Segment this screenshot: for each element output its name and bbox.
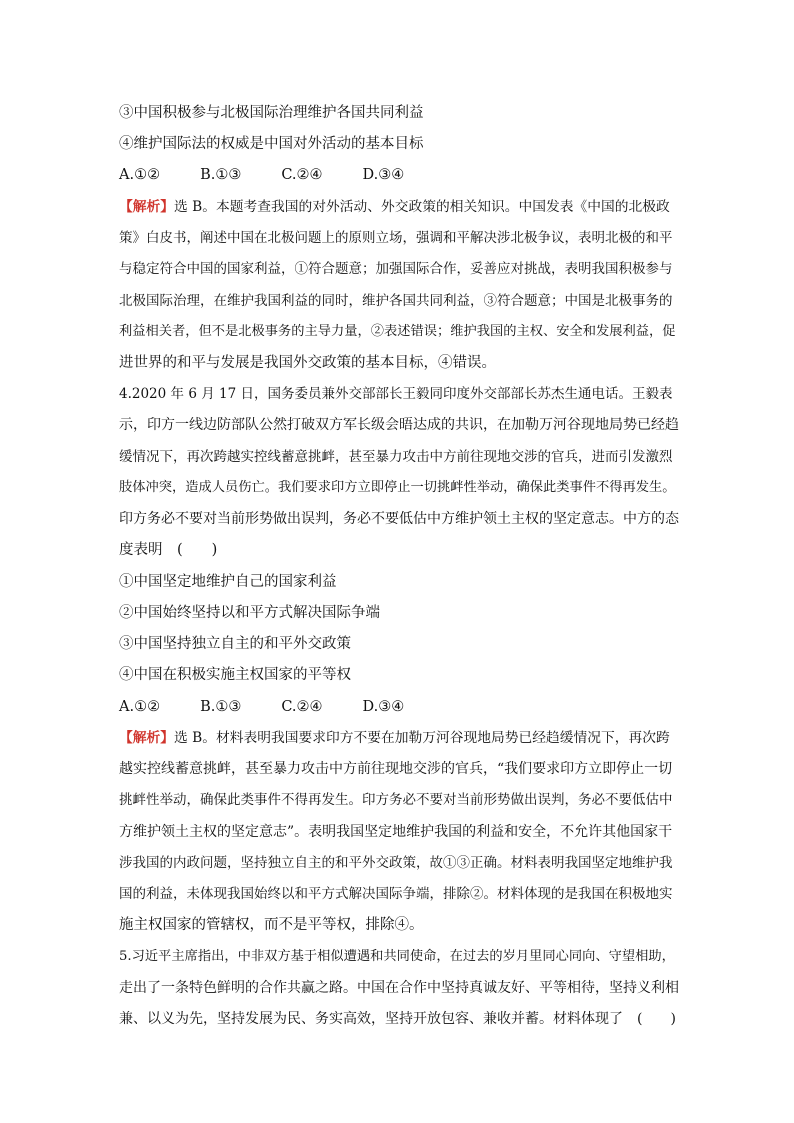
q3-options xyxy=(119,166,404,184)
q4-analysis-line-5: 涉我国的内政问题，坚持独立自主的和平外交政策，故①③正确。材料表明我国坚定地维护我 xyxy=(119,855,673,871)
q4-analysis-line-7: 施主权国家的管辖权，而不是平等权，排除④。 xyxy=(119,917,424,933)
q4-analysis-line-1: 【解析】选 B。材料表明我国要求印方不要在加勒万河谷现地局势已经趋缓情况下，再次跨 xyxy=(119,730,670,746)
q4-item-2: ②中国始终坚持以和平方式解决国际争端 xyxy=(119,605,380,621)
q4-analysis-line-4: 方维护领土主权的坚定意志”。表明我国坚定地维护我国的利益和安全，不允许其他国家干 xyxy=(119,824,673,840)
q5-stem-line-2: 走出了一条特色鲜明的合作共赢之路。中国在合作中坚持真诚友好、平等相待，坚持义利相 xyxy=(119,980,679,996)
q4-stem-line-3: 缓情况下，再次跨越实控线蓄意挑衅，甚至暴力攻击中方前往现地交涉的官兵，进而引发激烈 xyxy=(119,449,673,465)
q4-analysis-line-6: 国的利益，未体现我国始终以和平方式解决国际争端，排除②。材料体现的是我国在积极地实 xyxy=(119,886,673,902)
q3-option-b: B.①③ xyxy=(200,167,242,183)
q4-stem-line-2: 示，印方一线边防部队公然打破双方军长级会晤达成的共识，在加勒万河谷现地局势已经趋 xyxy=(119,417,679,433)
q3-analysis-line-2: 策》白皮书，阐述中国在北极问题上的原则立场，强调和平解决涉北极争议，表明北极的和平 xyxy=(119,230,673,246)
q4-option-b: B.①③ xyxy=(200,699,242,715)
q4-item-1: ①中国坚定地维护自己的国家利益 xyxy=(119,574,337,590)
q3-option-c: C.②④ xyxy=(281,167,323,183)
q4-options xyxy=(119,698,404,716)
q4-option-c: C.②④ xyxy=(281,699,323,715)
q3-option-d: D.③④ xyxy=(362,167,405,183)
q4-stem-line-5: 印方务必不要对当前形势做出误判，务必不要低估中方维护领土主权的坚定意志。中方的态 xyxy=(119,511,679,527)
q3-analysis-line-4: 北极国际治理，在维护我国利益的同时，维护各国共同利益，③符合题意；中国是北极事务的 xyxy=(119,293,673,309)
q4-analysis-tag: 【解析】 xyxy=(119,730,175,746)
q3-analysis-tag: 【解析】 xyxy=(119,199,175,215)
q4-analysis-line-2: 越实控线蓄意挑衅，甚至暴力攻击中方前往现地交涉的官兵，“我们要求印方立即停止一切 xyxy=(119,761,673,777)
q3-option-a: A.①② xyxy=(119,167,161,183)
q3-analysis-line-6: 进世界的和平与发展是我国外交政策的基本目标，④错误。 xyxy=(119,355,496,371)
q4-stem-line-6: 度表明 ( ) xyxy=(119,542,218,558)
q3-analysis-line-3: 与稳定符合中国的国家利益，①符合题意；加强国际合作，妥善应对挑战，表明我国积极参与 xyxy=(119,261,673,277)
q4-option-d: D.③④ xyxy=(362,699,405,715)
q4-item-3: ③中国坚持独立自主的和平外交政策 xyxy=(119,636,351,652)
q3-item-3: ③中国积极参与北极国际治理维护各国共同利益 xyxy=(119,105,424,121)
q4-option-a: A.①② xyxy=(119,699,161,715)
q4-stem-line-4: 肢体冲突，造成人员伤亡。我们要求印方立即停止一切挑衅性举动，确保此类事件不得再发生。 xyxy=(119,480,676,495)
q4-item-4: ④中国在积极实施主权国家的平等权 xyxy=(119,667,351,683)
q5-stem-line-1: 5.习近平主席指出，中非双方基于相似遭遇和共同使命，在过去的岁月里同心同向、守望相助， xyxy=(119,949,675,964)
q3-item-4: ④维护国际法的权威是中国对外活动的基本目标 xyxy=(119,136,424,152)
q3-analysis-line-1: 【解析】选 B。本题考查我国的对外活动、外交政策的相关知识。中国发表《中国的北极政 xyxy=(119,199,670,215)
q5-stem-line-3: 兼、以义为先，坚持发展为民、务实高效，坚持开放包容、兼收并蓄。材料体现了 ( ) xyxy=(119,1011,676,1027)
q4-analysis-line-3: 挑衅性举动，确保此类事件不得再发生。印方务必不要对当前形势做出误判，务必不要低估中 xyxy=(119,792,673,808)
q3-analysis-line-5: 利益相关者，但不是北极事务的主导力量，②表述错误；维护我国的主权、安全和发展利益，促 xyxy=(119,324,676,339)
q4-stem-line-1: 4.2020 年 6 月 17 日，国务委员兼外交部部长王毅同印度外交部部长苏杰生通电话。王毅表 xyxy=(119,386,673,402)
